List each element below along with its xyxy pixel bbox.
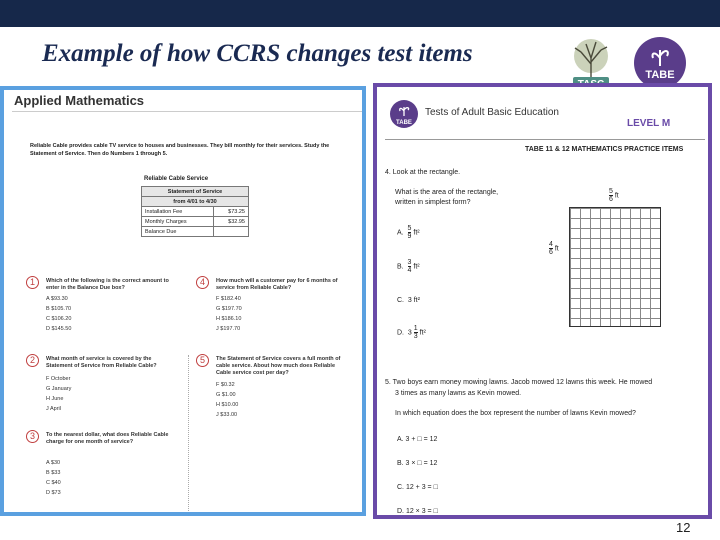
- answer-option[interactable]: C. 3 ft²: [397, 297, 420, 304]
- answer-option[interactable]: B. 3 × □ = 12: [397, 460, 438, 467]
- header-divider: [12, 111, 362, 112]
- q4-stem-line-1: What is the area of the rectangle,: [395, 189, 499, 196]
- answer-option[interactable]: G $197.70: [216, 306, 242, 312]
- tabe-mini-logo-text: TABE: [396, 120, 412, 126]
- answer-option[interactable]: B. $\frac{3}{4}$ ft²: [397, 259, 420, 274]
- top-banner: [0, 0, 720, 27]
- question-number: 4: [196, 276, 209, 289]
- answer-option[interactable]: J April: [46, 406, 61, 412]
- level-label: LEVEL M: [627, 118, 671, 129]
- question-2: [26, 354, 186, 414]
- slide-title: Example of how CCRS changes test items: [42, 40, 473, 67]
- table-row: Balance Due: [142, 227, 249, 237]
- table-head-line-2: from 4/01 to 4/30: [142, 197, 249, 207]
- page-number: 12: [676, 520, 691, 535]
- question-number: 3: [26, 430, 39, 443]
- answer-option[interactable]: A. $\frac{5}{9}$ ft²: [397, 225, 420, 240]
- question-number: 5: [196, 354, 209, 367]
- question-3: [26, 430, 186, 510]
- q5-prompt-line-1: 5. Two boys earn money mowing lawns. Jacob mowed 12 lawns this week. He mowed: [385, 379, 653, 386]
- rectangle-grid: [569, 207, 661, 327]
- question-number: 1: [26, 276, 39, 289]
- table-head-line-1: Statement of Service: [142, 187, 249, 197]
- tabe-practice-panel: [373, 83, 712, 519]
- answer-option[interactable]: J $197.70: [216, 326, 241, 332]
- question-stem: How much will a customer pay for 6 months of service from Reliable Cable?: [216, 278, 338, 291]
- answer-option[interactable]: G January: [46, 386, 72, 392]
- q4-prompt: 4. Look at the rectangle.: [385, 169, 461, 176]
- question-stem: Which of the following is the correct amount to enter in the Balance Due box?: [46, 278, 169, 291]
- question-stem: What month of service is covered by the Statement of Service from Reliable Cable?: [46, 356, 157, 369]
- answer-option[interactable]: H $186.10: [216, 316, 242, 322]
- answer-option[interactable]: A $30: [46, 460, 61, 466]
- tabe-logo-icon: [633, 36, 687, 90]
- answer-option[interactable]: H $10.00: [216, 402, 239, 408]
- answer-option[interactable]: G $1.00: [216, 392, 236, 398]
- answer-option[interactable]: A. 3 + □ = 12: [397, 436, 438, 443]
- question-1: [26, 276, 186, 336]
- tabe-logo-text: TABE: [645, 69, 675, 81]
- question-5: [196, 354, 356, 434]
- q4-stem-line-2: written in simplest form?: [395, 199, 471, 206]
- table-row: Monthly Charges $32.95: [142, 217, 249, 227]
- rectangle-width-label: $\frac{5}{6}$ ft: [609, 188, 619, 203]
- question-number: 2: [26, 354, 39, 367]
- passage-intro: Reliable Cable provides cable TV service to houses and businesses. They bill monthly for their services. Study the Statement of Service. Then do Numbers 1 through 5.: [30, 143, 330, 157]
- statement-of-service-table: [141, 186, 249, 237]
- answer-option[interactable]: A $93.30: [46, 296, 68, 302]
- applied-math-header: Applied Mathematics: [14, 93, 145, 108]
- answer-option[interactable]: H June: [46, 396, 64, 402]
- answer-option[interactable]: B $33: [46, 470, 61, 476]
- answer-option[interactable]: F October: [46, 376, 71, 382]
- table-row: Installation Fee $73.25: [142, 207, 249, 217]
- header-divider: [385, 139, 705, 140]
- answer-option[interactable]: D. 3 $\frac{1}{3}$ ft²: [397, 325, 426, 340]
- answer-option[interactable]: D $145.50: [46, 326, 72, 332]
- answer-option[interactable]: C $106.20: [46, 316, 72, 322]
- answer-option[interactable]: F $0.32: [216, 382, 235, 388]
- brand-name: Tests of Adult Basic Education: [425, 107, 559, 118]
- question-stem: The Statement of Service covers a full month of cable service. About how much does Reliable Cable service cost per day?: [216, 356, 341, 376]
- rectangle-height-label: $\frac{4}{6}$ ft: [549, 241, 559, 256]
- answer-option[interactable]: F $182.40: [216, 296, 241, 302]
- applied-math-panel: [0, 86, 366, 516]
- tabe-mini-logo-icon: [389, 99, 419, 129]
- practice-title: TABE 11 & 12 MATHEMATICS PRACTICE ITEMS: [525, 146, 684, 153]
- answer-option[interactable]: C. 12 + 3 = □: [397, 484, 438, 491]
- answer-option[interactable]: B $105.70: [46, 306, 72, 312]
- reliable-cable-title: Reliable Cable Service: [144, 176, 209, 182]
- answer-option[interactable]: D $73: [46, 490, 61, 496]
- q5-stem: In which equation does the box represent the number of lawns Kevin mowed?: [395, 410, 636, 417]
- question-4: [196, 276, 356, 336]
- answer-option[interactable]: C $40: [46, 480, 61, 486]
- answer-option[interactable]: J $33.00: [216, 412, 238, 418]
- question-stem: To the nearest dollar, what does Reliable Cable charge for one month of service?: [46, 432, 169, 445]
- q5-prompt-line-2: 3 times as many lawns as Kevin mowed.: [395, 390, 522, 397]
- column-divider: [188, 355, 189, 516]
- answer-option[interactable]: D. 12 × 3 = □: [397, 508, 438, 515]
